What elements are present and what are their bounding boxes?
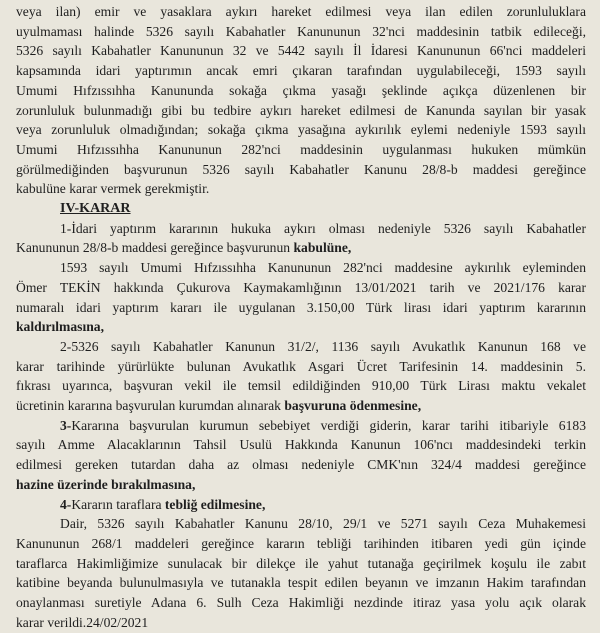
text-line: uyulmaması halinde 5326 sayılı Kabahatler Kanununun 32'nci maddesinin tatbik edileceği, [16, 23, 586, 39]
decision-item-4 [16, 495, 586, 515]
section-heading: IV-KARAR [60, 201, 131, 217]
text-span: Kanununun 28/8-b maddesi gereğince başvurunun [16, 240, 294, 256]
text-line: kabulüne karar vermek gerekmiştir. [16, 181, 210, 197]
text-line: karar tarihinde yürürlükte bulunan Avukatlık Asgari Ücret Tarifesinin 14. maddesinin 5. [16, 358, 586, 374]
intro-paragraph [16, 2, 586, 199]
decision-item-1 [16, 219, 586, 258]
bold-text: hazine üzerinde bırakılmasına, [16, 476, 196, 492]
text-line: Umumi Hıfzıssıhha Kanununun 282'nci maddesinin uygulanması hukuken mümkün [16, 141, 586, 157]
text-span: Kararın taraflara [71, 496, 165, 512]
text-line: kapsamında idari yaptırımın ancak emri çıkaran tarafından uygulabileceği, 1593 sayılı [16, 63, 586, 79]
text-span: Kararına başvurulan kurumun sebebiyet verdiği giderin, karar tarihi itibariyle 6183 [71, 417, 586, 433]
text-line: zorunluluk bulunmadığı gibi bu tedbire aykırı hareket edilmesi de Kanunda sayılan bir yasak [16, 102, 586, 118]
text-line [16, 416, 586, 436]
closing-paragraph [16, 514, 586, 632]
text-line: 2-5326 sayılı Kabahatler Kanunun 31/2/, 1136 sayılı Avukatlık Kanunun 168 ve [60, 338, 586, 354]
text-line: Ömer TEKİN hakkında Çukurova Kaymakamlığının 13/01/2021 tarih ve 2021/176 karar [16, 279, 586, 295]
text-line: sayılı Amme Alacaklarının Tahsil Usulü Hakkında Kanunun 106'ncı maddesindeki terkin [16, 437, 586, 453]
text-line: 1593 sayılı Umumi Hıfzıssıhha Kanununun 282'nci maddesine aykırılık eyleminden [60, 260, 586, 276]
bold-text: tebliğ edilmesine, [164, 496, 266, 512]
text-line: veya zorunluluk olmadığından; sokağa çıkma yasağına aykırılık eylemi nedeniyle 1593 sayılı [16, 122, 586, 138]
decision-item-3 [16, 416, 586, 495]
text-line: numaralı idari yaptırım kararı ile uygulanan 3.150,00 Türk lirası idari yaptırım kararının [16, 299, 586, 315]
decision-date-line: karar verildi.24/02/2021 [16, 614, 149, 630]
text-line: katibine beyanda bulunulmasıyla ve tutanakla tespit edilen beyanın ve imzanın Hakim tarafından [16, 575, 586, 591]
text-line [16, 396, 586, 416]
text-line: Dair, 5326 sayılı Kabahatler Kanunu 28/10, 29/1 ve 5271 sayılı Ceza Muhakemesi [60, 516, 586, 532]
text-line: edilmesi gereken tutardan daha az olması nedeniyle CMK'nın 324/4 maddesi gereğince [16, 457, 586, 473]
annulment-paragraph [16, 258, 586, 337]
text-line: fıkrası uyarınca, başvuran vekil ile temsil edildiğinden 910,00 Türk Lirası maktu vekalet [16, 378, 586, 394]
text-line: 5326 sayılı Kabahatler Kanununun 32 ve 5442 sayılı İl İdaresi Kanununun 66'nci maddeleri [16, 43, 586, 59]
text-line: veya ilan) emir ve yasaklara aykırı hareket edilmesi veya ilan edilen zorunluluklara [16, 4, 586, 19]
bold-text: kabulüne, [293, 240, 352, 256]
text-line: onaylanması suretiyle Adana 6. Sulh Ceza Hakimliği nezdinde itiraz yasa yolu açık olarak [16, 595, 586, 611]
text-line [16, 238, 586, 258]
text-line: Umumi Hıfzıssıhha Kanununda sokağa çıkma yasağı şeklinde açıkça düzenlenen bir [16, 82, 586, 98]
bold-text: başvuruna ödenmesine, [284, 398, 422, 414]
item-number: 3- [60, 417, 72, 433]
text-line: taraflarca Hakimliğimize sunulacak bir dilekçe ile yahut tutanağa geçirilmek koşulu ile zabıt [16, 555, 586, 571]
decision-item-2 [16, 337, 586, 416]
text-line: Kanununun 268/1 maddeleri gereğince kararın tebliği tarihinden itibaren yedi gün içinde [16, 535, 586, 551]
text-line: görülmediğinden başvurunun 5326 sayılı Kabahatler Kanunu 28/8-b maddesi gereğince [16, 161, 586, 177]
text-span: ücretinin kararına başvurulan kurumdan alınarak [16, 398, 285, 414]
text-line: 1-İdari yaptırım kararının hukuka aykırı olması nedeniyle 5326 sayılı Kabahatler [60, 220, 586, 236]
item-number: 4- [60, 496, 72, 512]
bold-text: kaldırılmasına, [16, 319, 105, 335]
